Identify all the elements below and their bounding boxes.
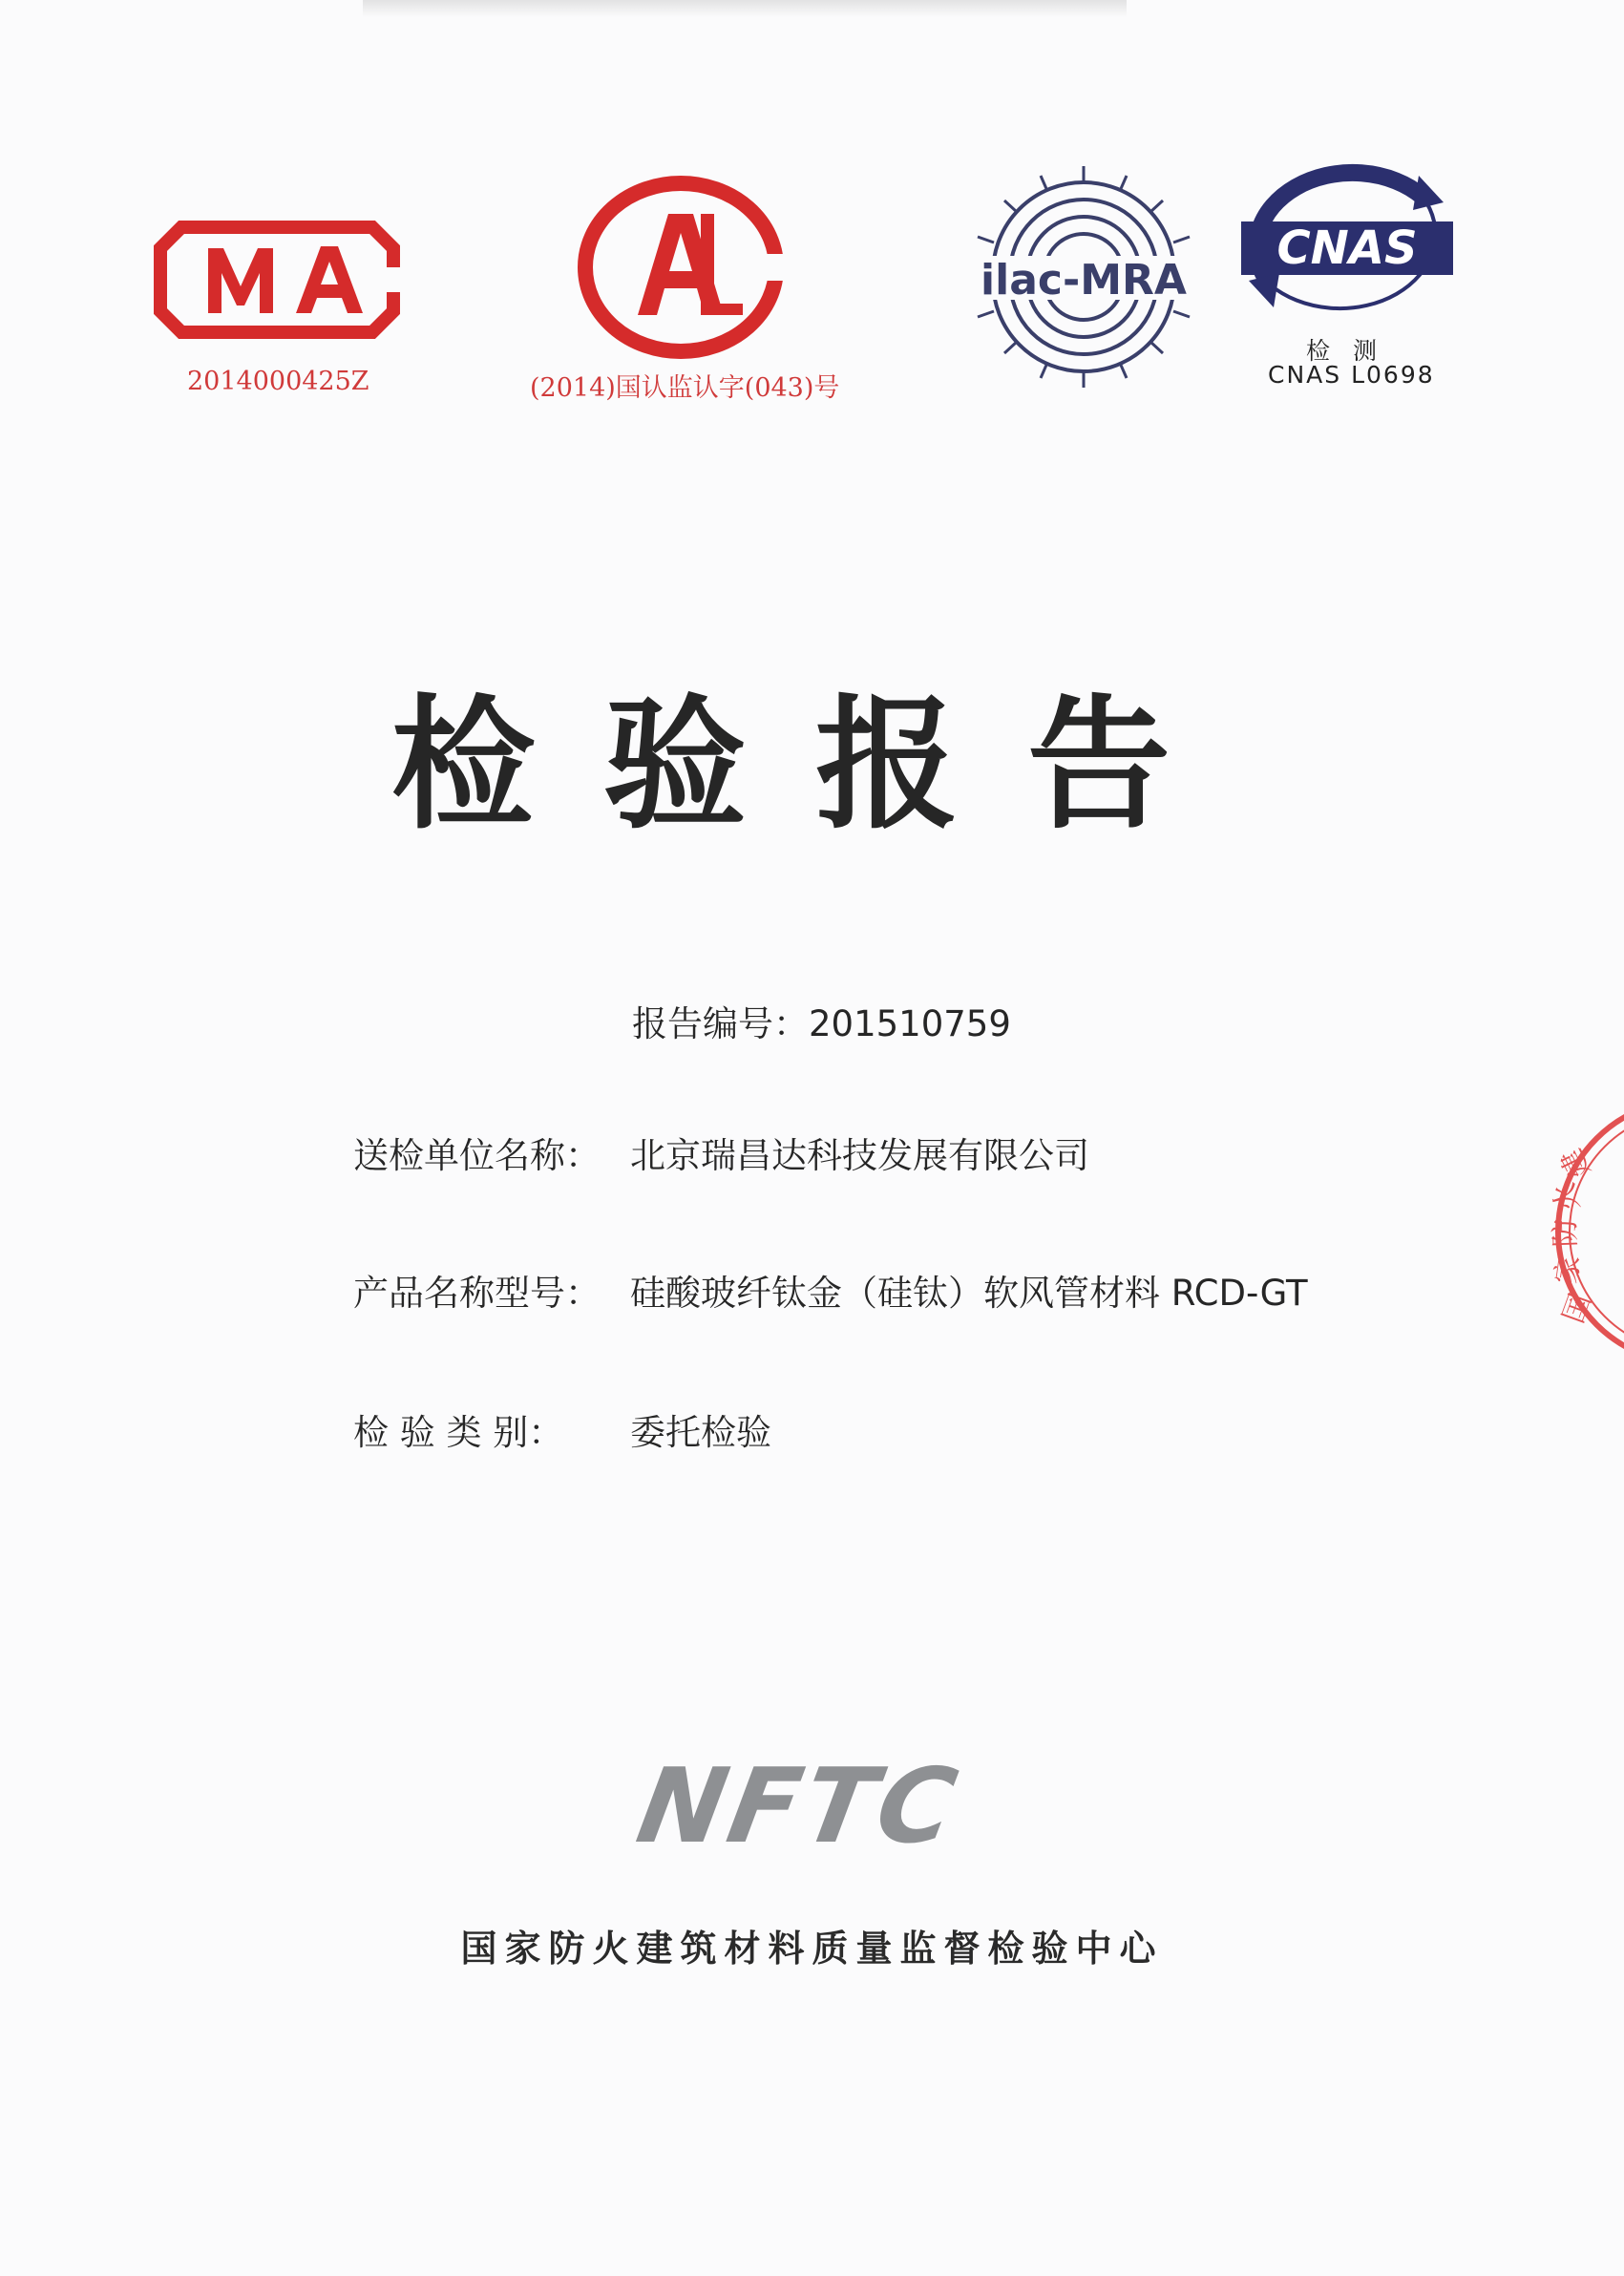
field-label: 产品名称型号：: [353, 1273, 601, 1314]
report-number: 201510759: [809, 1003, 1011, 1044]
cnas-logo: [1232, 158, 1461, 330]
field-value: 硅酸玻纤钛金（硅钛）软风管材料 RCD-GT: [630, 1273, 1308, 1314]
field-row-product: [353, 1264, 1308, 1316]
svg-text:火: 火: [1547, 1178, 1587, 1215]
organization-name: 国家防火建筑材料质量监督检验中心: [460, 1928, 1164, 1970]
cal-logo: [571, 172, 791, 363]
report-title: 检验报告: [391, 683, 1240, 849]
cnas-sub-label: 检 测: [1306, 337, 1384, 365]
scan-top-smudge: [363, 0, 1127, 17]
ilac-mra-logo: [964, 160, 1203, 390]
svg-text:家: 家: [1550, 1253, 1588, 1287]
nftc-logo: NFTC: [628, 1747, 969, 1866]
svg-text:建: 建: [1554, 1143, 1598, 1184]
field-label: 送检单位名称：: [353, 1135, 601, 1176]
report-number-label: 报告编号：: [632, 1003, 809, 1044]
cnas-code: CNAS L0698: [1268, 361, 1435, 389]
field-label: 检 验 类 别：: [353, 1412, 564, 1453]
report-number-row: [632, 995, 1011, 1046]
cma-caption: 2014000425Z: [187, 367, 369, 396]
field-value: 委托检验: [630, 1412, 771, 1453]
field-value: 北京瑞昌达科技发展有限公司: [630, 1135, 1089, 1176]
svg-text:国: 国: [1556, 1289, 1598, 1328]
svg-text:CNAS: CNAS: [1276, 221, 1418, 275]
field-row-submitter: [353, 1127, 1089, 1178]
cal-caption: (2014)国认监认字(043)号: [530, 373, 840, 403]
svg-text:防: 防: [1548, 1217, 1583, 1248]
svg-text:ilac-MRA: ilac-MRA: [981, 256, 1187, 305]
cma-logo: [153, 218, 401, 342]
official-seal: [1528, 1088, 1624, 1379]
field-row-category: [353, 1403, 771, 1455]
